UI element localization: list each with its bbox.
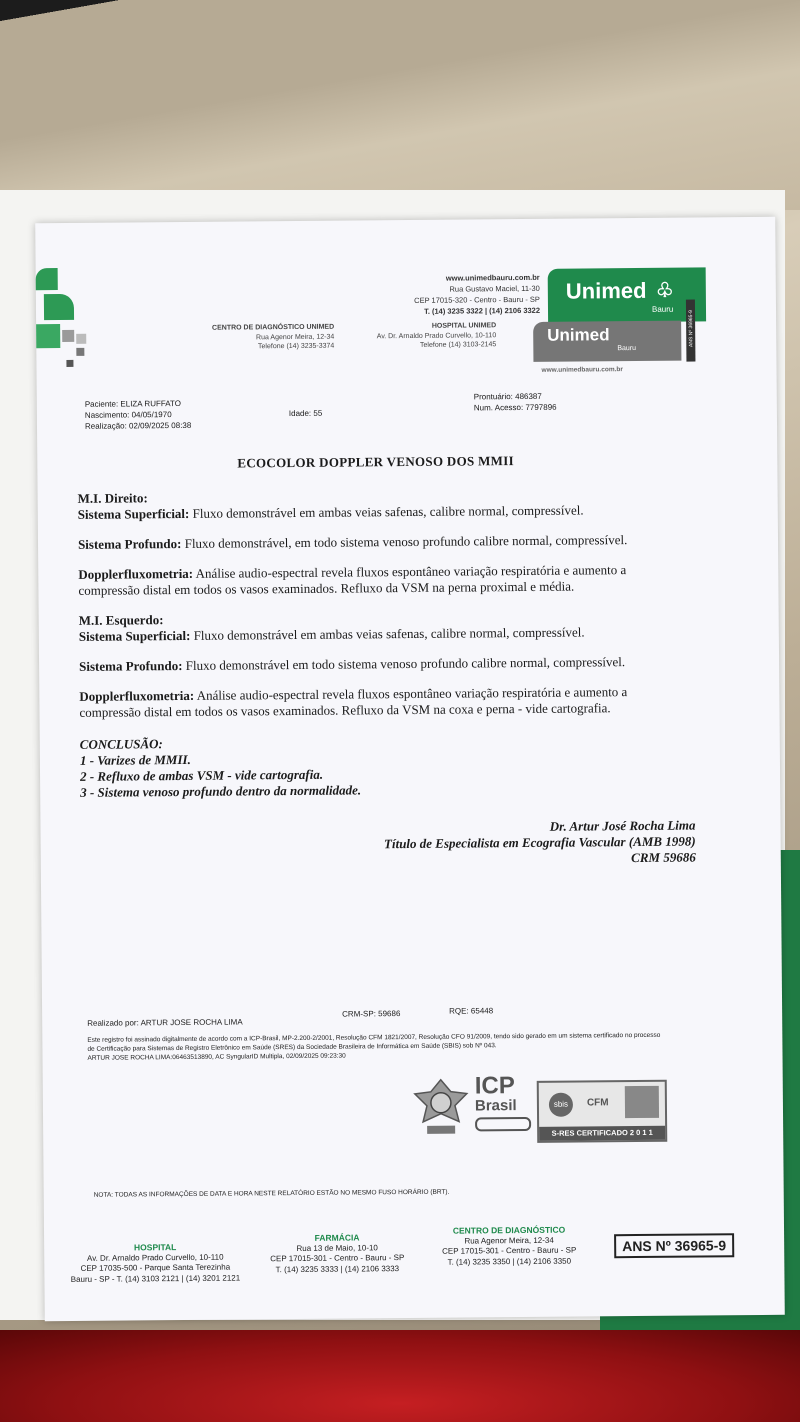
right-doppler <box>78 562 678 599</box>
diag-center-name: CENTRO DE DIAGNÓSTICO UNIMED <box>211 323 335 332</box>
section-label: Dopplerfluxometria: <box>78 565 194 582</box>
unimed-brand: Unimed <box>565 277 647 304</box>
section-text: Fluxo demonstrável em ambas veias safenas, calibre normal, compressível. <box>189 502 584 521</box>
diag-center-line: Telefone (14) 3235-3374 <box>257 342 335 351</box>
section-label: Dopplerfluxometria: <box>79 687 195 704</box>
footer-line: Av. Dr. Arnaldo Prado Curvello, 10-110 <box>86 1252 224 1263</box>
footer-line: Bauru - SP - T. (14) 3103 2121 | (14) 3201 2121 <box>70 1273 241 1284</box>
unimed-sub-faded: Bauru <box>617 345 637 353</box>
patient-birth: Nascimento: 04/05/1970 <box>84 410 172 420</box>
conclusion-heading: CONCLUSÃO: <box>79 736 163 752</box>
unimed-brand-faded: Unimed <box>547 325 610 345</box>
section-label: Sistema Profundo: <box>77 535 182 552</box>
patient-name: Paciente: ELIZA RUFFATO <box>84 398 182 409</box>
key-icon <box>475 1117 531 1131</box>
doctor-crm: CRM 59686 <box>631 849 696 866</box>
rqe: RQE: 65448 <box>449 1006 494 1016</box>
footer-line: CEP 17015-301 - Centro - Bauru - SP <box>442 1245 577 1256</box>
report-title: ECOCOLOR DOPPLER VENOSO DOS MMII <box>237 453 514 471</box>
footer-line: T. (14) 3235 3350 | (14) 2106 3350 <box>447 1256 572 1267</box>
digital-signature-text <box>87 1031 667 1063</box>
footer-diag-center <box>424 1224 594 1267</box>
footer-heading: FARMÁCIA <box>314 1232 360 1243</box>
section-text: Análise audio-espectral revela fluxos espontâneo variação respiratória e aumento a compressão distal em todos os vasos examinados. Refluxo da VSM na perna proximal e média. <box>78 562 627 598</box>
conclusion-item: 2 - Refluxo de ambas VSM - vide cartografia. <box>79 766 324 784</box>
address-line: Rua Gustavo Maciel, 11-30 <box>449 283 540 294</box>
cert-seal-icon <box>625 1086 659 1118</box>
icp-text: ICP <box>474 1072 515 1100</box>
ans-vertical-strip <box>686 299 696 361</box>
footer-line: T. (14) 3235 3333 | (14) 2106 3333 <box>275 1263 400 1274</box>
left-limb-heading: M.I. Esquerdo: <box>78 612 164 628</box>
record-block <box>474 391 557 414</box>
footer-line: Rua Agenor Meira, 12-34 <box>464 1235 554 1246</box>
cfm-logo: CFM <box>586 1097 609 1109</box>
ans-vertical-label: ANS Nº 36965-9 <box>688 310 695 347</box>
unimed-logo-faded <box>533 321 681 362</box>
hospital-info <box>336 321 496 351</box>
ans-registration-badge: ANS Nº 36965-9 <box>614 1233 734 1258</box>
section-label: Sistema Profundo: <box>79 657 183 674</box>
patient-age: Idade: 55 <box>288 408 323 419</box>
conclusion-item: 3 - Sistema venoso profundo dentro da normalidade. <box>80 782 362 800</box>
right-limb-heading: M.I. Direito: <box>77 490 148 506</box>
footer-heading: CENTRO DE DIAGNÓSTICO <box>452 1224 566 1236</box>
section-text: Fluxo demonstrável em ambas veias safenas, calibre normal, compressível. <box>190 624 585 643</box>
doctor-name: Dr. Artur José Rocha Lima <box>549 817 696 834</box>
brazil-coat-of-arms-icon <box>413 1077 470 1139</box>
unimed-logo <box>548 267 706 322</box>
footer-line: CEP 17035-500 - Parque Santa Terezinha <box>80 1262 231 1273</box>
table-surface <box>0 0 800 210</box>
phone-line: T. (14) 3235 3322 | (14) 2106 3322 <box>424 305 541 316</box>
diag-center-info <box>174 323 334 353</box>
report-page <box>35 217 785 1321</box>
sbis-cfm-certificate <box>537 1080 668 1143</box>
section-text: Análise audio-espectral revela fluxos espontâneo variação respiratória e aumento a compressão distal em todos os vasos examinados. Refluxo da VSM na coxa e perna - vide cartografia. <box>79 684 628 720</box>
section-label: Sistema Superficial: <box>78 627 191 644</box>
timezone-note: NOTA: TODAS AS INFORMAÇÕES DE DATA E HORA NESTE RELATÓRIO ESTÃO NO MESMO FUSO HORÁRIO (BRT). <box>93 1188 450 1199</box>
hospital-line: Av. Dr. Arnaldo Prado Curvello, 10-110 <box>376 331 497 340</box>
crm-sp: CRM-SP: 59686 <box>342 1009 401 1019</box>
address-line: CEP 17015-320 - Centro - Bauru - SP <box>414 294 540 305</box>
section-text: Fluxo demonstrável em todo sistema venoso profundo calibre normal, compressível. <box>182 654 626 673</box>
website-link-faded[interactable]: www.unimedbauru.com.br <box>541 366 623 374</box>
performed-by: Realizado por: ARTUR JOSE ROCHA LIMA <box>87 1017 243 1028</box>
footer-hospital <box>64 1241 246 1285</box>
digital-sig-statement: Este registro foi assinado digitalmente de acordo com a ICP-Brasil, MP-2.200-2/2001, Resolução CFM 1821/2007, Resolução CFO 91/2009, tendo sido gerado em um sistema certificado no processo de Certificação para Sistemas de Registro Eletrônico em Saúde (SRES) da Sociedade Brasileira de Informática em Saúde (SBIS) sob Nº 043. <box>87 1031 661 1053</box>
unimed-sub: Bauru <box>651 304 674 314</box>
exam-date: Realização: 02/09/2025 08:38 <box>84 420 192 431</box>
footer-pharmacy <box>252 1232 422 1275</box>
conclusion-item: 1 - Varizes de MMII. <box>79 751 191 768</box>
website-link[interactable]: www.unimedbauru.com.br <box>445 272 540 283</box>
access-number: Num. Acesso: 7797896 <box>473 402 557 413</box>
signer-line: ARTUR JOSE ROCHA LIMA:06463513890, AC SyngularID Multipla, 02/09/2025 09:23:30 <box>87 1052 346 1062</box>
diag-center-line: Rua Agenor Meira, 12-34 <box>255 333 335 341</box>
unimed-tree-icon: ♧ <box>655 279 674 302</box>
section-text: Fluxo demonstrável, em todo sistema venoso profundo calibre normal, compressível. <box>181 532 628 551</box>
patient-block <box>85 398 192 432</box>
hospital-line: Telefone (14) 3103-2145 <box>419 341 497 349</box>
sbis-logo: sbis <box>549 1093 573 1117</box>
footer-line: Rua 13 de Maio, 10-10 <box>296 1242 378 1253</box>
hospital-logo-icon <box>36 268 97 379</box>
hospital-name: HOSPITAL UNIMED <box>431 322 497 330</box>
footer-heading: HOSPITAL <box>133 1242 177 1253</box>
report-body <box>78 486 681 801</box>
record-number: Prontuário: 486387 <box>473 391 542 402</box>
red-cloth <box>0 1330 800 1422</box>
left-doppler <box>79 684 679 721</box>
signature-block <box>340 818 695 869</box>
section-label: Sistema Superficial: <box>77 505 190 522</box>
doctor-title: Título de Especialista em Ecografia Vascular (AMB 1998) <box>383 833 696 852</box>
icp-sub: Brasil <box>474 1097 517 1115</box>
sres-certificate-label: S-RES CERTIFICADO 2 0 1 1 <box>539 1126 665 1141</box>
footer-line: CEP 17015-301 - Centro - Bauru - SP <box>270 1253 405 1264</box>
